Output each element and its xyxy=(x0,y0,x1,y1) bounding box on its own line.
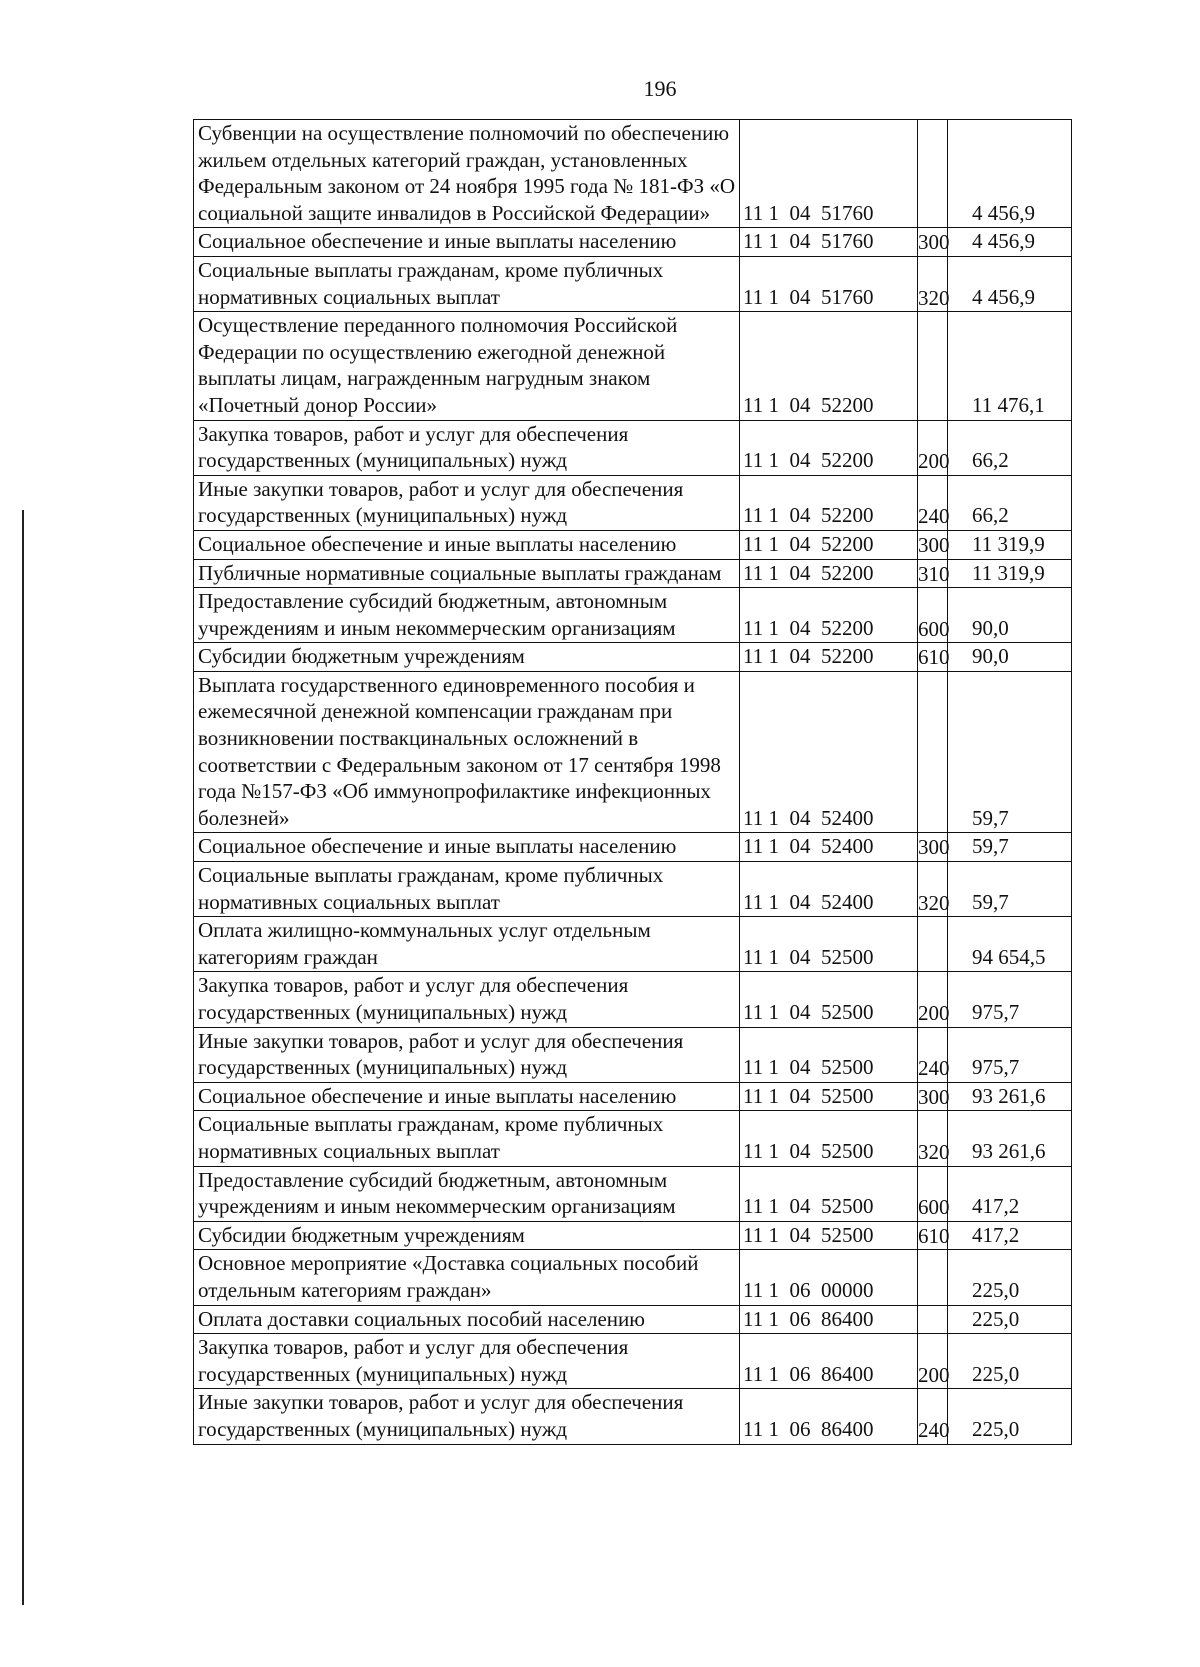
row-amount-cell xyxy=(948,1027,1072,1082)
row-code-cell: 11 1 04 52500 xyxy=(740,1082,918,1111)
table-row xyxy=(194,862,1072,917)
row-name-cell: Предоставление субсидий бюджетным, автономным учреждениям и иным некоммерческим организациям xyxy=(194,588,740,643)
table-row xyxy=(194,475,1072,530)
row-name-cell: Осуществление переданного полномочия Российской Федерации по осуществлению ежегодной денежной выплаты лицам, награжденным нагрудным знаком «Почетный донор России» xyxy=(194,312,740,420)
row-amount-cell xyxy=(948,1166,1072,1221)
row-code-cell: 11 1 04 52500 xyxy=(740,917,918,972)
row-name-cell: Социальные выплаты гражданам, кроме публичных нормативных социальных выплат xyxy=(194,256,740,311)
table-row xyxy=(194,671,1072,833)
table-row xyxy=(194,1221,1072,1250)
row-name-cell: Социальное обеспечение и иные выплаты населению xyxy=(194,228,740,257)
row-amount-value: 225,0 xyxy=(972,1361,1020,1386)
row-code-cell: 11 1 06 86400 xyxy=(740,1389,918,1444)
table-row xyxy=(194,1082,1072,1111)
row-code-cell: 11 1 06 00000 xyxy=(740,1250,918,1305)
row-name-cell: Социальное обеспечение и иные выплаты населению xyxy=(194,1082,740,1111)
row-amount-cell xyxy=(948,120,1072,228)
page-number: 196 xyxy=(643,76,677,101)
row-amount-value: 4 456,9 xyxy=(972,200,1035,225)
row-amount-cell xyxy=(948,917,1072,972)
row-amount-value: 90,0 xyxy=(972,644,1009,669)
row-amount-value: 417,2 xyxy=(972,1222,1020,1247)
row-amount-value: 11 476,1 xyxy=(972,392,1045,417)
row-expense-type-cell: 320 xyxy=(918,1111,948,1166)
row-code-cell: 11 1 04 52400 xyxy=(740,671,918,833)
row-code-cell: 11 1 04 51760 xyxy=(740,120,918,228)
row-name-cell: Закупка товаров, работ и услуг для обеспечения государственных (муниципальных) нужд xyxy=(194,972,740,1027)
row-expense-type-cell: 300 xyxy=(918,228,948,257)
row-code-cell: 11 1 04 52200 xyxy=(740,559,918,588)
row-name-cell: Социальные выплаты гражданам, кроме публичных нормативных социальных выплат xyxy=(194,862,740,917)
table-row xyxy=(194,1334,1072,1389)
row-code-cell: 11 1 04 52200 xyxy=(740,420,918,475)
row-amount-value: 59,7 xyxy=(972,805,1009,830)
row-expense-type-cell: 610 xyxy=(918,643,948,672)
row-amount-cell xyxy=(948,559,1072,588)
row-code-cell: 11 1 04 52500 xyxy=(740,1111,918,1166)
row-name-cell: Субсидии бюджетным учреждениям xyxy=(194,643,740,672)
row-amount-cell xyxy=(948,312,1072,420)
row-amount-cell xyxy=(948,1305,1072,1334)
row-amount-cell xyxy=(948,1221,1072,1250)
row-expense-type-cell: 200 xyxy=(918,972,948,1027)
row-amount-cell xyxy=(948,972,1072,1027)
scan-margin-line xyxy=(22,510,24,1605)
row-amount-value: 225,0 xyxy=(972,1416,1020,1441)
row-name-cell: Основное мероприятие «Доставка социальных пособий отдельным категориям граждан» xyxy=(194,1250,740,1305)
row-expense-type-cell: 610 xyxy=(918,1221,948,1250)
row-expense-type-cell xyxy=(918,1305,948,1334)
row-code-cell: 11 1 04 51760 xyxy=(740,228,918,257)
table-row xyxy=(194,530,1072,559)
row-expense-type-cell: 300 xyxy=(918,833,948,862)
row-amount-value: 4 456,9 xyxy=(972,229,1035,254)
row-amount-value: 975,7 xyxy=(972,1055,1020,1080)
row-amount-cell xyxy=(948,1082,1072,1111)
row-amount-cell xyxy=(948,1250,1072,1305)
row-amount-value: 4 456,9 xyxy=(972,284,1035,309)
row-expense-type-cell xyxy=(918,312,948,420)
row-amount-value: 225,0 xyxy=(972,1277,1020,1302)
row-expense-type-cell: 240 xyxy=(918,1027,948,1082)
row-amount-value: 94 654,5 xyxy=(972,944,1046,969)
table-row xyxy=(194,972,1072,1027)
row-amount-value: 11 319,9 xyxy=(972,531,1045,556)
row-amount-value: 975,7 xyxy=(972,1000,1020,1024)
row-amount-cell xyxy=(948,833,1072,862)
row-amount-value: 59,7 xyxy=(972,889,1009,914)
table-row xyxy=(194,228,1072,257)
row-name-cell: Публичные нормативные социальные выплаты гражданам xyxy=(194,559,740,588)
table-row xyxy=(194,312,1072,420)
row-name-cell: Иные закупки товаров, работ и услуг для обеспечения государственных (муниципальных) нужд xyxy=(194,475,740,530)
row-code-cell: 11 1 04 52500 xyxy=(740,972,918,1027)
row-amount-value: 93 261,6 xyxy=(972,1138,1046,1163)
row-expense-type-cell xyxy=(918,120,948,228)
table-row xyxy=(194,588,1072,643)
row-code-cell: 11 1 04 52200 xyxy=(740,643,918,672)
row-expense-type-cell: 300 xyxy=(918,530,948,559)
budget-table-body xyxy=(194,120,1072,1445)
row-amount-cell xyxy=(948,643,1072,672)
row-amount-value: 59,7 xyxy=(972,834,1009,859)
table-row xyxy=(194,833,1072,862)
budget-table xyxy=(193,119,1072,1445)
row-code-cell: 11 1 04 52500 xyxy=(740,1166,918,1221)
row-name-cell: Оплата доставки социальных пособий населению xyxy=(194,1305,740,1334)
row-expense-type-cell: 200 xyxy=(918,1334,948,1389)
row-expense-type-cell: 320 xyxy=(918,256,948,311)
row-code-cell: 11 1 04 52500 xyxy=(740,1221,918,1250)
row-name-cell: Иные закупки товаров, работ и услуг для обеспечения государственных (муниципальных) нужд xyxy=(194,1389,740,1444)
row-name-cell: Социальное обеспечение и иные выплаты населению xyxy=(194,530,740,559)
row-amount-cell xyxy=(948,862,1072,917)
row-code-cell: 11 1 06 86400 xyxy=(740,1334,918,1389)
row-name-cell: Оплата жилищно-коммунальных услуг отдельным категориям граждан xyxy=(194,917,740,972)
row-amount-value: 66,2 xyxy=(972,448,1009,473)
row-code-cell: 11 1 04 51760 xyxy=(740,256,918,311)
row-code-cell: 11 1 04 52200 xyxy=(740,475,918,530)
row-name-cell: Социальное обеспечение и иные выплаты населению xyxy=(194,833,740,862)
table-row xyxy=(194,643,1072,672)
row-amount-cell xyxy=(948,1334,1072,1389)
row-name-cell: Закупка товаров, работ и услуг для обеспечения государственных (муниципальных) нужд xyxy=(194,1334,740,1389)
table-row xyxy=(194,1305,1072,1334)
table-row xyxy=(194,1027,1072,1082)
row-expense-type-cell: 310 xyxy=(918,559,948,588)
row-amount-cell xyxy=(948,1389,1072,1444)
row-name-cell: Закупка товаров, работ и услуг для обеспечения государственных (муниципальных) нужд xyxy=(194,420,740,475)
row-code-cell: 11 1 04 52200 xyxy=(740,530,918,559)
row-expense-type-cell xyxy=(918,671,948,833)
row-code-cell: 11 1 04 52400 xyxy=(740,862,918,917)
row-amount-value: 90,0 xyxy=(972,615,1009,640)
table-row xyxy=(194,1250,1072,1305)
row-amount-cell xyxy=(948,475,1072,530)
table-row xyxy=(194,256,1072,311)
row-expense-type-cell: 200 xyxy=(918,420,948,475)
row-amount-value: 225,0 xyxy=(972,1306,1020,1331)
row-expense-type-cell: 300 xyxy=(918,1082,948,1111)
row-amount-value: 93 261,6 xyxy=(972,1083,1046,1108)
row-expense-type-cell: 240 xyxy=(918,1389,948,1444)
row-amount-value: 417,2 xyxy=(972,1194,1020,1219)
row-code-cell: 11 1 04 52200 xyxy=(740,312,918,420)
row-code-cell: 11 1 04 52500 xyxy=(740,1027,918,1082)
row-expense-type-cell: 240 xyxy=(918,475,948,530)
row-code-cell: 11 1 04 52400 xyxy=(740,833,918,862)
row-name-cell: Субвенции на осуществление полномочий по обеспечению жильем отдельных категорий граждан, установленных Федеральным законом от 24 ноября 1995 года № 181-ФЗ «О социальной защите инвалидов в Российской Федерации» xyxy=(194,120,740,228)
row-expense-type-cell xyxy=(918,1250,948,1305)
table-row xyxy=(194,420,1072,475)
table-row xyxy=(194,1389,1072,1444)
row-name-cell: Выплата государственного единовременного пособия и ежемесячной денежной компенсации гражданам при возникновении поствакцинальных осложнений в соответствии с Федеральным законом от 17 сентября 1998 года №157-ФЗ «Об иммунопрофилактике инфекционных болезней» xyxy=(194,671,740,833)
row-amount-cell xyxy=(948,228,1072,257)
row-amount-cell xyxy=(948,420,1072,475)
row-name-cell: Предоставление субсидий бюджетным, автономным учреждениям и иным некоммерческим организациям xyxy=(194,1166,740,1221)
row-amount-cell xyxy=(948,671,1072,833)
row-amount-cell xyxy=(948,256,1072,311)
table-row xyxy=(194,917,1072,972)
row-code-cell: 11 1 04 52200 xyxy=(740,588,918,643)
table-row xyxy=(194,559,1072,588)
table-row xyxy=(194,1111,1072,1166)
table-row xyxy=(194,120,1072,228)
table-row xyxy=(194,1166,1072,1221)
row-name-cell: Социальные выплаты гражданам, кроме публичных нормативных социальных выплат xyxy=(194,1111,740,1166)
row-name-cell: Иные закупки товаров, работ и услуг для обеспечения государственных (муниципальных) нужд xyxy=(194,1027,740,1082)
row-name-cell: Субсидии бюджетным учреждениям xyxy=(194,1221,740,1250)
row-expense-type-cell: 600 xyxy=(918,588,948,643)
row-amount-cell xyxy=(948,530,1072,559)
row-expense-type-cell: 600 xyxy=(918,1166,948,1221)
row-expense-type-cell xyxy=(918,917,948,972)
row-amount-value: 11 319,9 xyxy=(972,560,1045,585)
row-amount-cell xyxy=(948,1111,1072,1166)
row-amount-cell xyxy=(948,588,1072,643)
row-code-cell: 11 1 06 86400 xyxy=(740,1305,918,1334)
row-expense-type-cell: 320 xyxy=(918,862,948,917)
row-amount-value: 66,2 xyxy=(972,503,1009,528)
